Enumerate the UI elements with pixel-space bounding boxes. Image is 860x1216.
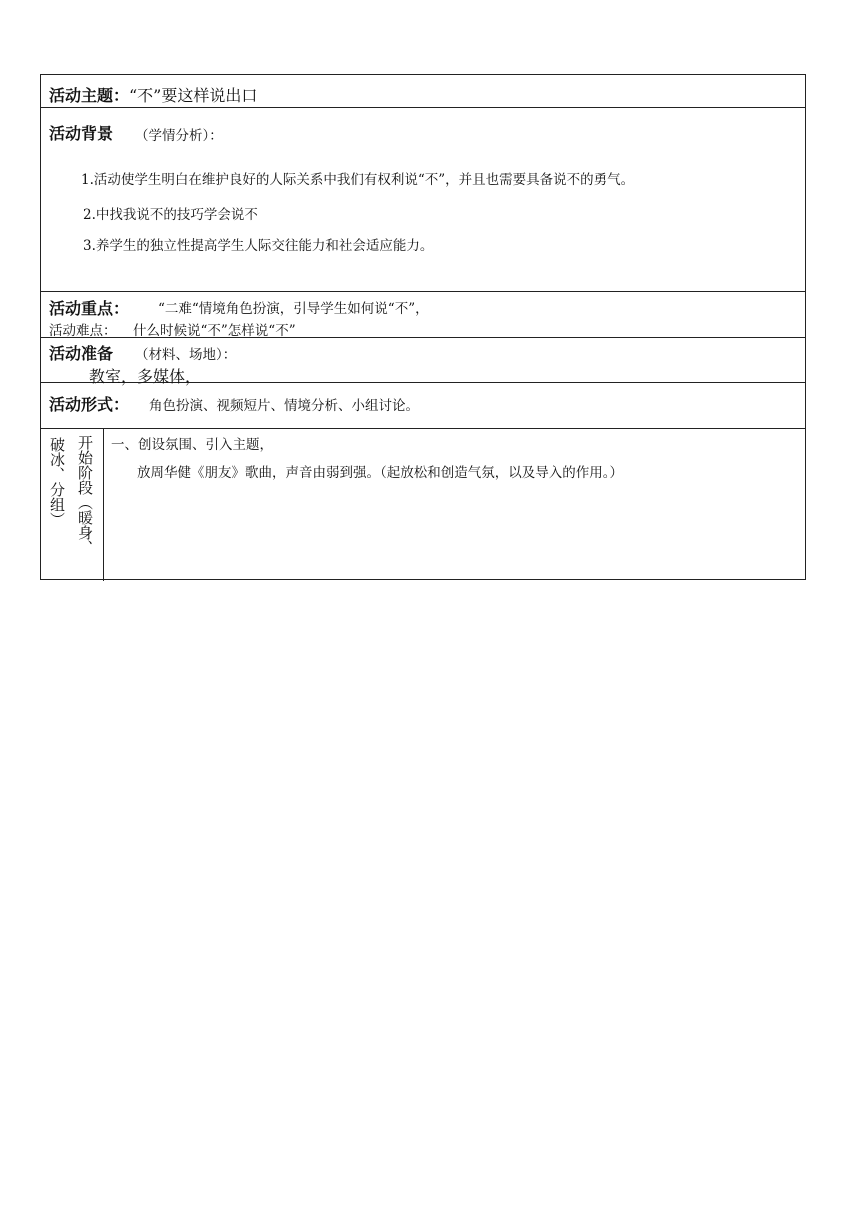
stage-heading-col2: 破冰、分组） <box>48 437 66 527</box>
theme-value: “不”要这样说出口 <box>129 86 258 105</box>
background-item-2: 2.中找我说不的技巧学会说不 <box>83 207 258 223</box>
activity-plan-table <box>40 74 806 580</box>
difficulty-value: 什么时候说“不”怎样说“不” <box>133 323 296 339</box>
format-label: 活动形式： <box>49 395 130 414</box>
preparation-row <box>41 338 805 386</box>
format-value: 角色扮演、视频短片、情境分析、小组讨论。 <box>149 398 419 414</box>
key-points-row <box>41 292 805 338</box>
preparation-note: （材料、场地）： <box>135 347 237 363</box>
background-item-3: 3.养学生的独立性提高学生人际交往能力和社会适应能力。 <box>83 238 434 254</box>
format-row <box>41 383 805 429</box>
difficulty-label: 活动难点： <box>49 323 117 339</box>
background-note: （学情分析）： <box>135 128 223 144</box>
stage-row <box>41 429 805 581</box>
background-row <box>41 108 805 292</box>
background-item-1: 1.活动使学生明白在维护良好的人际关系中我们有权利说“不”，并且也需要具备说不的勇气。 <box>81 172 635 188</box>
stage-step-detail: 放周华健《朋友》歌曲，声音由弱到强。（起放松和创造气氛，以及导入的作用。） <box>137 465 623 481</box>
stage-heading-col1: 开始阶段（暖身、 <box>76 435 94 555</box>
stage-step-title: 一、创设氛围、引入主题， <box>111 437 273 453</box>
background-label: 活动背景 <box>49 124 114 143</box>
focus-label: 活动重点： <box>49 299 130 318</box>
preparation-label: 活动准备 <box>49 344 114 363</box>
column-divider <box>103 429 104 581</box>
theme-row <box>41 75 805 108</box>
focus-value: “二难“情境角色扮演，引导学生如何说“不”， <box>158 301 429 317</box>
preparation-value: 教室，多媒体， <box>89 367 202 386</box>
theme-label: 活动主题： <box>49 86 130 105</box>
